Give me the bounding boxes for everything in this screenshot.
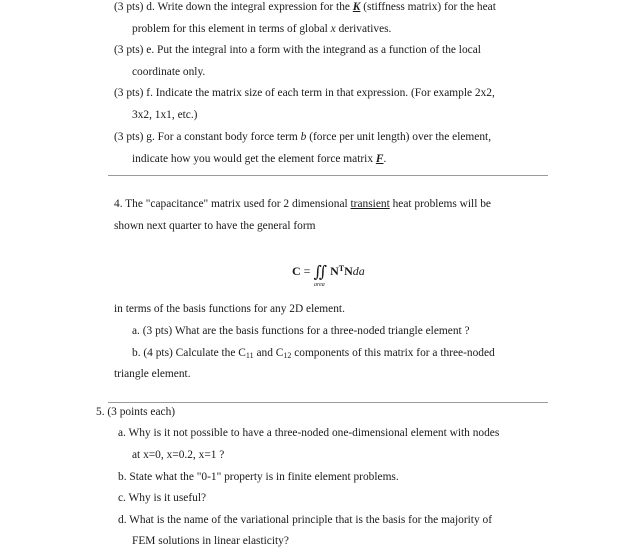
q4-line1: 4. The "capacitance" matrix used for 2 dimensional transient heat problems will be	[114, 198, 491, 210]
q5-heading: 5. (3 points each)	[96, 406, 176, 418]
q5c: c. Why is it useful?	[118, 492, 207, 504]
q4b-line2: triangle element.	[114, 368, 191, 380]
q3d-line2: problem for this element in terms of global x derivatives.	[132, 23, 392, 35]
q5b: b. State what the "0-1" property is in finite element problems.	[118, 471, 399, 483]
capacitance-equation: C = ∬ $N^TNda$	[292, 264, 365, 281]
q4-line3: in terms of the basis functions for any 2D element.	[114, 303, 345, 315]
q3g-line1: (3 pts) g. For a constant body force term b (force per unit length) over the element,	[114, 131, 492, 143]
q3g-line2: indicate how you would get the element force matrix F.	[132, 153, 387, 165]
q4-line2: shown next quarter to have the general form	[114, 220, 316, 232]
k-matrix-symbol: K	[352, 1, 361, 13]
q3e-line2: coordinate only.	[132, 66, 206, 78]
q3f-line1: (3 pts) f. Indicate the matrix size of each term in that expression. (For example 2x2,	[114, 87, 495, 99]
section-divider	[108, 402, 548, 403]
q3f-line2: 3x2, 1x1, etc.)	[132, 109, 198, 121]
f-matrix-symbol: F	[375, 153, 384, 165]
double-integral-symbol: ∬	[313, 264, 328, 281]
q3d-line1: (3 pts) d. Write down the integral expression for the K (stiffness matrix) for the heat	[114, 1, 496, 13]
section-divider	[108, 175, 548, 176]
integral-domain-label: area	[314, 282, 325, 288]
q5a-line1: a. Why is it not possible to have a three-noded one-dimensional element with nodes	[118, 427, 500, 439]
q4a: a. (3 pts) What are the basis functions for a three-noded triangle element ?	[132, 325, 470, 337]
q4b-line1: b. (4 pts) Calculate the $C_{11}$ and $C_{12}$ components of this matrix for a three-noded	[132, 347, 495, 360]
q5d-line2: FEM solutions in linear elasticity?	[132, 535, 289, 547]
q5a-line2: at x=0, x=0.2, x=1 ?	[132, 449, 225, 461]
q5d-line1: d. What is the name of the variational principle that is the basis for the majority of	[118, 514, 492, 526]
q3e-line1: (3 pts) e. Put the integral into a form with the integrand as a function of the local	[114, 44, 481, 56]
